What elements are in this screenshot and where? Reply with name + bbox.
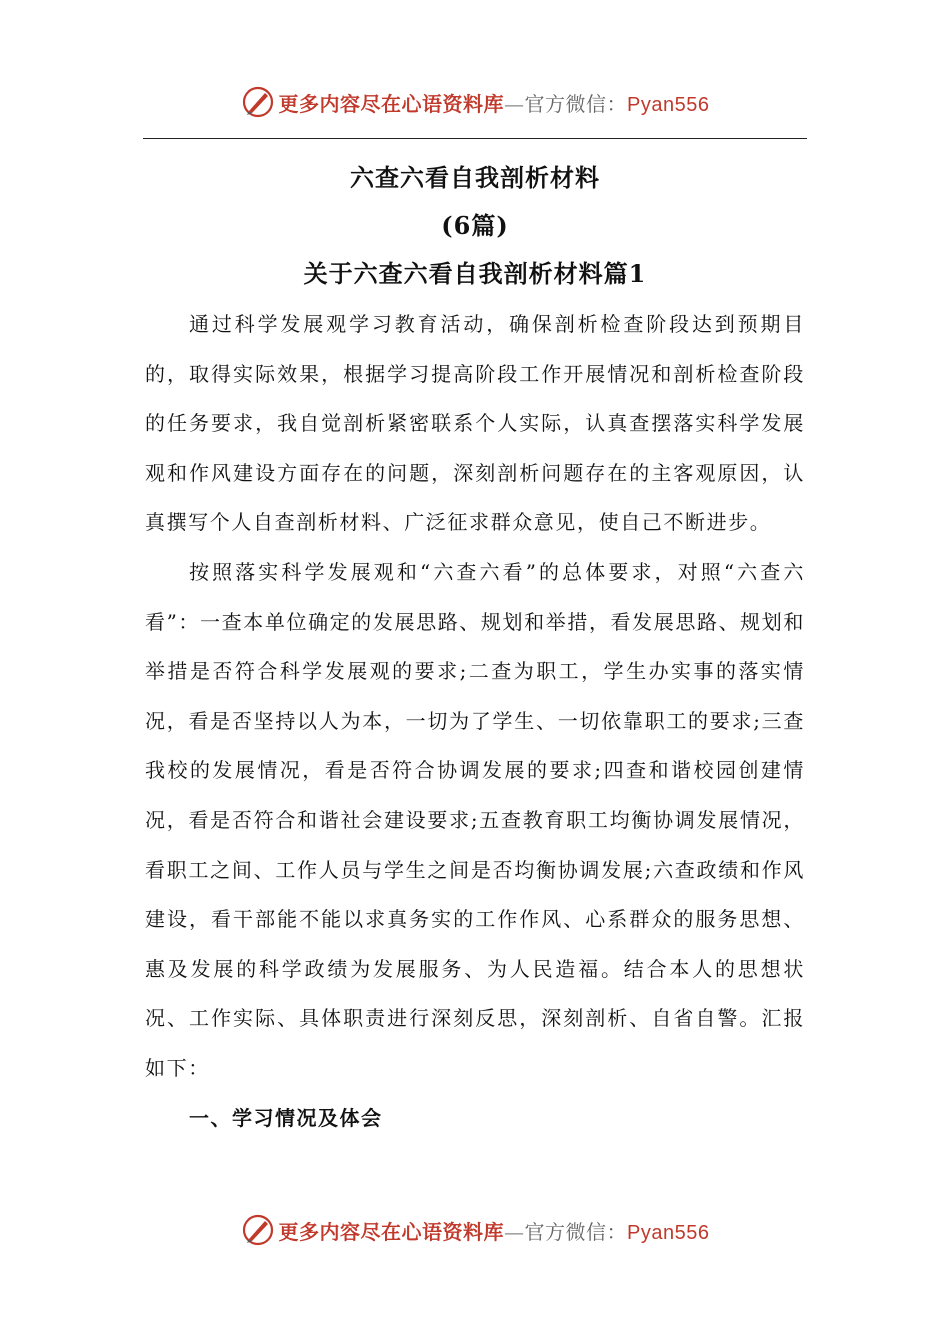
paragraph-1: 通过科学发展观学习教育活动，确保剖析检查阶段达到预期目的，取得实际效果，根据学习提高阶段工作开展情况和剖析检查阶段的任务要求，我自觉剖析紧密联系个人实际，认真查摆落实科学发展观和作风建设方面存在的问题，深刻剖析问题存在的主客观原因，认真撰写个人自查剖析材料、广泛征求群众意见，使自己不断进步。 (145, 312, 805, 535)
heading-1: 一、学习情况及体会 (189, 1105, 383, 1130)
header-separator: — (504, 91, 525, 116)
section-title: 关于六查六看自我剖析材料篇1 (303, 259, 647, 288)
document-title: 六查六看自我剖析材料 (350, 163, 600, 192)
paragraph-2: 按照落实科学发展观和“六查六看”的总体要求，对照“六查六看”：一查本单位确定的发展思路、规划和举措，看发展思路、规划和举措是否符合科学发展观的要求;二查为职工，学生办实事的落实情况，看是否坚持以人为本，一切为了学生、一切依靠职工的要求;三查我校的发展情况，看是否符合协调发展的要求;四查和谐校园创建情况，看是否符合和谐社会建设要求;五查教育职工均衡协调发展情况，看职工之间、工作人员与学生之间是否均衡协调发展;六查政绩和作风建设，看干部能不能以求真务实的工作作风、心系群众的服务思想、惠及发展的科学政绩为发展服务、为人民造福。结合本人的思想状况、工作实际、具体职责进行深刻反思，深刻剖析、自省自警。汇报如下： (145, 559, 805, 1080)
footer-brand: 更多内容尽在心语资料库 (278, 1219, 505, 1244)
footer-separator: — (504, 1219, 525, 1244)
footer-wechat-id: Pyan556 (627, 1221, 710, 1244)
document-body (145, 300, 805, 1143)
header-contact-label: 官方微信： (524, 91, 628, 116)
header-divider (143, 138, 807, 139)
footer-contact-label: 官方微信： (524, 1219, 628, 1244)
document-count: (6篇) (441, 211, 509, 240)
pen-logo-icon (241, 1213, 275, 1247)
pen-logo-icon (241, 85, 275, 119)
footer-banner-text (279, 1216, 710, 1245)
header-wechat-id: Pyan556 (627, 93, 710, 116)
header-banner (0, 82, 950, 122)
footer-banner (0, 1210, 950, 1250)
header-brand: 更多内容尽在心语资料库 (278, 91, 505, 116)
header-banner-text (279, 88, 710, 117)
